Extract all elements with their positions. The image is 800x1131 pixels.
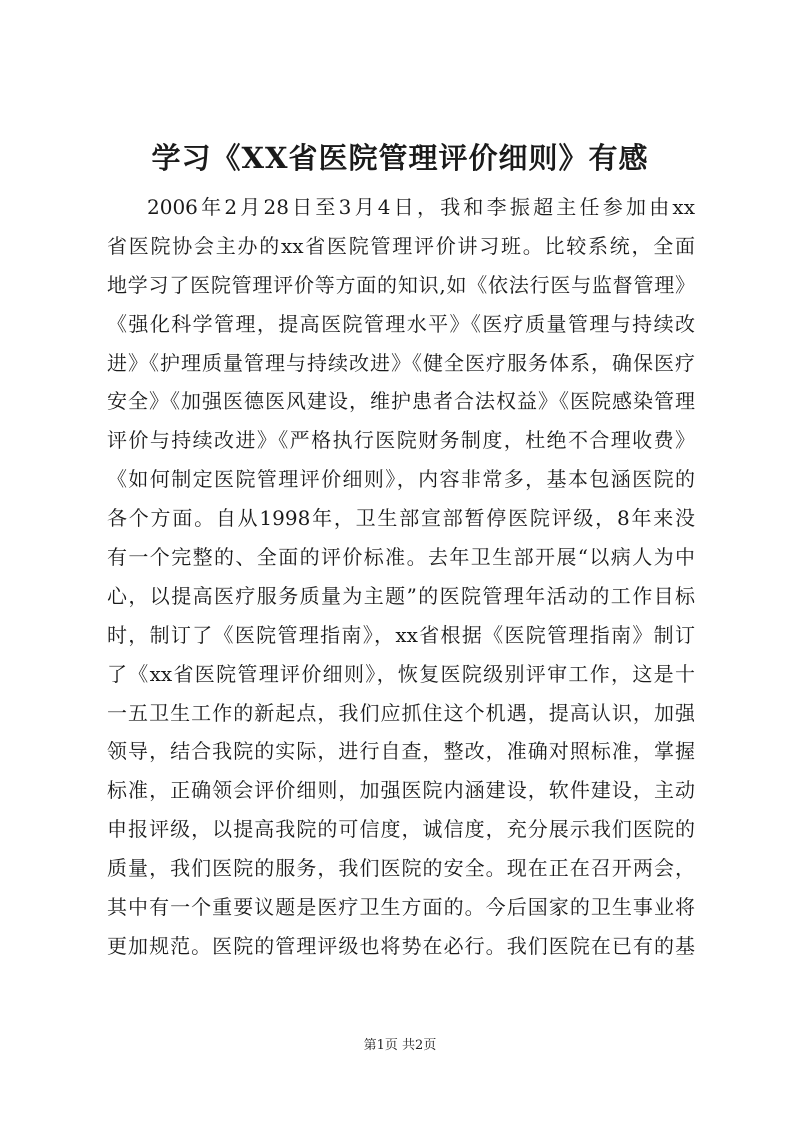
text-line: 安全》《加强医德医风建设，维护患者合法权益》《医院感染管理 [107, 389, 695, 414]
text-line: 各个方面。自从1998年，卫生部宣部暂停医院评级，8年来没 [107, 506, 695, 531]
text-line: 申报评级，以提高我院的可信度，诚信度，充分展示我们医院的 [107, 817, 695, 842]
page-footer: 第1页 共2页 [363, 1038, 437, 1053]
text-line: 了《xx省医院管理评价细则》，恢复医院级别评审工作，这是十 [107, 661, 695, 686]
text-line: 地学习了医院管理评价等方面的知识,如《依法行医与监督管理》 [107, 272, 695, 297]
text-line: 有一个完整的、全面的评价标准。去年卫生部开展“以病人为中 [107, 545, 695, 570]
text-line: 《如何制定医院管理评价细则》，内容非常多，基本包涵医院的 [107, 467, 695, 492]
text-line: 领导，结合我院的实际，进行自查，整改，准确对照标准，掌握 [107, 739, 695, 764]
text-line: 心，以提高医疗服务质量为主题”的医院管理年活动的工作目标 [107, 583, 695, 608]
text-line: 一五卫生工作的新起点，我们应抓住这个机遇，提高认识，加强 [107, 700, 695, 725]
text-line: 评价与持续改进》《严格执行医院财务制度，杜绝不合理收费》 [107, 428, 695, 453]
text-line: 进》《护理质量管理与持续改进》《健全医疗服务体系，确保医疗 [107, 350, 695, 375]
body-paragraph [107, 188, 695, 966]
text-line: 《强化科学管理，提高医院管理水平》《医疗质量管理与持续改 [107, 311, 695, 336]
text-line: 时，制订了《医院管理指南》，xx省根据《医院管理指南》制订 [107, 622, 695, 647]
text-line: 其中有一个重要议题是医疗卫生方面的。今后国家的卫生事业将 [107, 895, 695, 920]
text-line: 省医院协会主办的xx省医院管理评价讲习班。比较系统，全面 [107, 233, 695, 258]
text-line: 质量，我们医院的服务，我们医院的安全。现在正在召开两会， [107, 856, 695, 881]
text-line: 标准，正确领会评价细则，加强医院内涵建设，软件建设，主动 [107, 778, 695, 803]
document-title: 学习《XX省医院管理评价细则》有感 [151, 141, 649, 175]
text-line: 2006年2月28日至3月4日，我和李振超主任参加由xx [147, 195, 695, 219]
text-line: 更加规范。医院的管理评级也将势在必行。我们医院在已有的基 [107, 933, 695, 958]
